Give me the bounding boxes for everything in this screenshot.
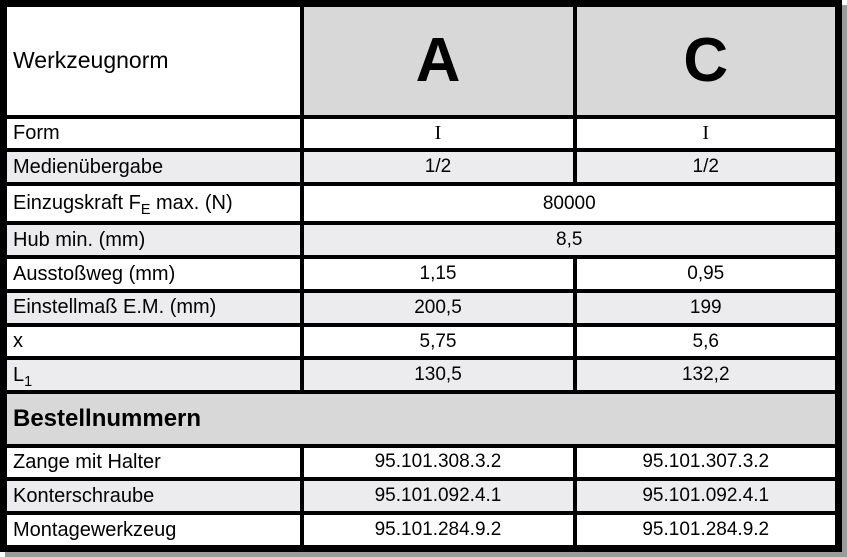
table-row: [4, 513, 839, 548]
value-einstellmass-c: 199: [575, 291, 839, 325]
row-label-x: x: [4, 325, 302, 359]
row-label-montagewerkzeug: Montagewerkzeug: [4, 513, 302, 548]
row-label-form: Form: [4, 117, 302, 151]
table-row: [4, 117, 839, 151]
value-x-a: 5,75: [302, 325, 575, 359]
row-label-einzugskraft: Einzugskraft $F_E$ max. (N): [4, 184, 302, 223]
value-hub-min-merged: 8,5: [302, 223, 839, 257]
row-label-konterschraube: Konterschraube: [4, 479, 302, 513]
section-title-bestellnummern: Bestellnummern: [4, 392, 839, 445]
value-medienuebergabe-a: 1/2: [302, 150, 575, 184]
row-label-zange-mit-halter: Zange mit Halter: [4, 446, 302, 480]
header-label-werkzeugnorm: Werkzeugnorm: [4, 4, 302, 117]
value-ausstossweg-c: 0,95: [575, 257, 839, 291]
table-row: [4, 257, 839, 291]
table-header-row: [4, 4, 839, 117]
row-label-hub-min: Hub min. (mm): [4, 223, 302, 257]
order-number-konterschraube-c: 95.101.092.4.1: [575, 479, 839, 513]
value-l1-a: 130,5: [302, 358, 575, 392]
column-header-c: C: [575, 4, 839, 117]
table-row: [4, 479, 839, 513]
table-row: [4, 358, 839, 392]
value-ausstossweg-a: 1,15: [302, 257, 575, 291]
value-form-a: I: [302, 117, 575, 151]
value-einstellmass-a: 200,5: [302, 291, 575, 325]
order-number-konterschraube-a: 95.101.092.4.1: [302, 479, 575, 513]
row-label-medienuebergabe: Medienübergabe: [4, 150, 302, 184]
order-number-zange-c: 95.101.307.3.2: [575, 446, 839, 480]
value-einzugskraft-merged: 80000: [302, 184, 839, 223]
row-label-einstellmass: Einstellmaß E.M. (mm): [4, 291, 302, 325]
table-row: [4, 291, 839, 325]
row-label-l1: $L_1$: [4, 358, 302, 392]
row-label-ausstossweg: Ausstoßweg (mm): [4, 257, 302, 291]
table-row: [4, 223, 839, 257]
table-row: [4, 150, 839, 184]
order-number-montagewerkzeug-c: 95.101.284.9.2: [575, 513, 839, 548]
value-medienuebergabe-c: 1/2: [575, 150, 839, 184]
column-header-a: A: [302, 4, 575, 117]
table-row: [4, 446, 839, 480]
value-form-c: I: [575, 117, 839, 151]
table-row: [4, 325, 839, 359]
order-number-montagewerkzeug-a: 95.101.284.9.2: [302, 513, 575, 548]
section-header-row: [4, 392, 839, 445]
table-row: [4, 184, 839, 223]
value-x-c: 5,6: [575, 325, 839, 359]
order-number-zange-a: 95.101.308.3.2: [302, 446, 575, 480]
value-l1-c: 132,2: [575, 358, 839, 392]
